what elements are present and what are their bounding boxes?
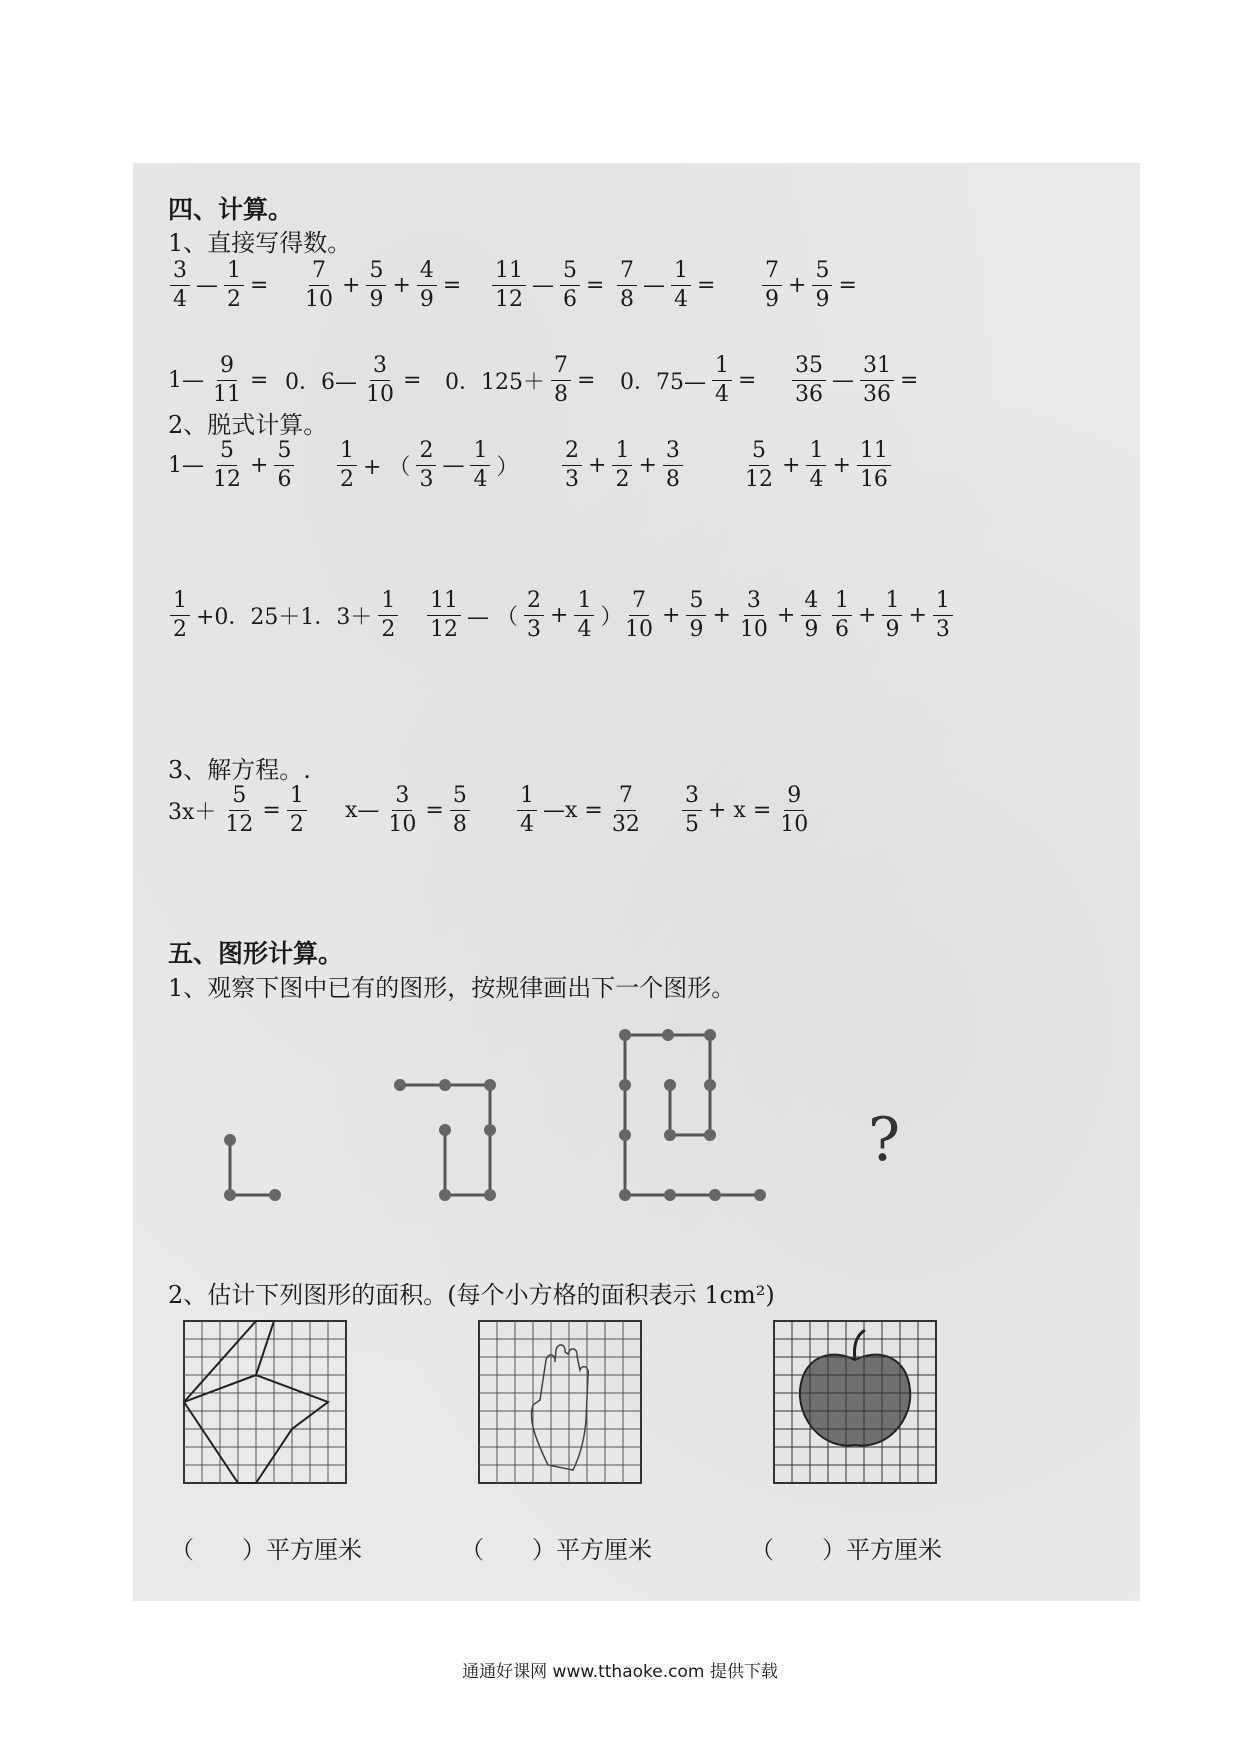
denominator: 36	[795, 381, 823, 407]
fraction	[366, 257, 386, 312]
numerator: 1	[712, 355, 732, 381]
fraction	[224, 257, 244, 312]
area-answer-1[interactable]: （ ）平方厘米	[170, 1536, 362, 1564]
operator: +	[782, 452, 801, 478]
numerator: 1	[287, 785, 307, 811]
area-grid-apple	[773, 1320, 938, 1485]
math-expression	[335, 435, 522, 495]
expression-prefix: 0．125＋	[445, 369, 545, 395]
expression-prefix: 3x＋	[168, 799, 217, 825]
dot-pattern-figures	[200, 1015, 920, 1215]
area-grid-polygon	[183, 1320, 348, 1485]
numerator: 7	[617, 260, 637, 286]
fraction	[686, 587, 706, 642]
operator: +	[662, 602, 681, 628]
pattern-question-title: 1、观察下图中已有的图形，按规律画出下一个图形。	[168, 974, 736, 1002]
denominator: 12	[430, 616, 458, 642]
fraction	[792, 352, 826, 407]
equals-sign: =	[403, 367, 422, 393]
numerator: 7	[551, 355, 571, 381]
denominator: 10	[739, 616, 768, 642]
fraction	[524, 587, 544, 642]
numerator: 1	[882, 590, 902, 616]
operator: +	[588, 452, 607, 478]
denominator: 8	[554, 381, 568, 407]
denominator: 10	[305, 286, 333, 312]
math-expression	[425, 585, 626, 645]
numerator: 2	[416, 440, 436, 466]
denominator: 4	[520, 811, 534, 837]
numerator: 1	[378, 590, 398, 616]
expression-prefix: 1—	[168, 367, 204, 393]
numerator: 7	[762, 260, 782, 286]
denominator: 8	[665, 466, 680, 492]
denominator: 9	[804, 616, 819, 642]
fraction	[801, 587, 821, 642]
area-answer-2[interactable]: （ ）平方厘米	[460, 1536, 652, 1564]
operator: +	[776, 602, 796, 628]
fraction	[812, 257, 832, 312]
denominator: 36	[863, 381, 891, 407]
fraction	[860, 352, 894, 407]
numerator: 9	[217, 355, 237, 381]
operator: —	[643, 272, 665, 298]
numerator: 11	[492, 260, 526, 286]
denominator: 9	[419, 286, 434, 312]
denominator: 16	[859, 466, 888, 492]
operator: — （	[467, 604, 518, 630]
operator: +	[392, 272, 411, 298]
numerator: 3	[170, 260, 190, 286]
fraction	[302, 257, 336, 312]
fraction	[222, 782, 256, 837]
operator: +	[342, 272, 361, 298]
denominator: 4	[577, 616, 592, 642]
operator: +	[638, 452, 657, 478]
numerator: 1	[517, 785, 537, 811]
denominator: 11	[213, 381, 241, 407]
denominator: 2	[615, 466, 630, 492]
fraction	[363, 352, 397, 407]
fraction	[777, 782, 811, 837]
fraction	[337, 437, 357, 492]
operator: +0．25＋1．3＋	[196, 604, 373, 630]
denominator: 10	[366, 381, 394, 407]
denominator: 8	[452, 811, 467, 837]
math-expression	[300, 255, 465, 315]
numerator: 5	[749, 440, 769, 466]
denominator: 8	[620, 286, 634, 312]
math-expression	[760, 255, 861, 315]
numerator: 31	[860, 355, 894, 381]
operator: —	[832, 367, 854, 393]
operator: +	[832, 452, 851, 478]
apple-shape	[800, 1355, 910, 1446]
numerator: 7	[616, 785, 636, 811]
numerator: 5	[366, 260, 386, 286]
denominator: 9	[765, 286, 779, 312]
numerator: 1	[671, 260, 691, 286]
math-expression	[615, 255, 719, 315]
operator: +	[858, 602, 877, 628]
fraction	[274, 437, 294, 492]
operator: +	[250, 452, 269, 478]
numerator: 3	[392, 785, 412, 811]
area-question-title: 2、估计下列图形的面积。(每个小方格的面积表示 1cm²)	[168, 1281, 775, 1309]
fraction	[832, 587, 852, 642]
denominator: 2	[227, 286, 241, 312]
math-expression	[285, 350, 425, 410]
numerator: 11	[427, 590, 461, 616]
math-expression	[168, 780, 309, 840]
fraction	[378, 587, 398, 642]
numerator: 5	[812, 260, 832, 286]
denominator: 4	[715, 381, 729, 407]
denominator: 2	[340, 466, 354, 492]
fraction	[742, 437, 776, 492]
pattern-figure-1	[230, 1140, 275, 1195]
denominator: 9	[815, 286, 830, 312]
expression-prefix: x—	[345, 797, 380, 823]
numerator: 1	[224, 260, 244, 286]
fraction	[663, 437, 683, 492]
numerator: 3	[682, 785, 702, 811]
math-expression	[168, 255, 272, 315]
expression-prefix: 0．6—	[285, 369, 357, 395]
math-expression	[515, 780, 645, 840]
area-answer-3[interactable]: （ ）平方厘米	[750, 1536, 942, 1564]
fraction	[427, 587, 461, 642]
part-1-title: 1、直接写得数。	[168, 229, 352, 257]
area-grid-hand	[478, 1320, 643, 1485]
numerator: 3	[370, 355, 390, 381]
operator: +	[712, 602, 731, 628]
fraction	[609, 782, 643, 837]
numerator: 4	[417, 260, 437, 286]
pattern-figure-3	[625, 1035, 760, 1195]
fraction	[762, 257, 782, 312]
fraction	[562, 437, 582, 492]
denominator: 4	[173, 286, 187, 312]
math-expression	[560, 435, 685, 495]
equals-sign: =	[738, 367, 757, 393]
math-expression	[168, 350, 272, 410]
denominator: 10	[388, 811, 417, 837]
expression-prefix: 0．75—	[620, 369, 706, 395]
numerator: 35	[792, 355, 826, 381]
fraction	[416, 437, 436, 492]
numerator: 1	[470, 440, 490, 466]
denominator: 10	[625, 616, 653, 642]
operator: + x =	[708, 797, 772, 823]
operator: —x =	[543, 797, 603, 823]
section-4-title: 四、计算。	[168, 195, 294, 224]
numerator: 1	[933, 590, 953, 616]
fraction	[882, 587, 902, 642]
operator: + （	[363, 454, 411, 480]
operator: =	[425, 797, 444, 823]
denominator: 6	[563, 286, 577, 312]
fraction	[170, 587, 190, 642]
part-3-title: 3、解方程。.	[168, 756, 311, 784]
numerator: 3	[744, 590, 764, 616]
math-expression	[790, 350, 922, 410]
math-expression	[620, 350, 760, 410]
footer-source: 通通好课网 www.tthaoke.com 提供下载	[462, 1662, 778, 1682]
denominator: 4	[674, 286, 688, 312]
denominator: 4	[809, 466, 824, 492]
numerator: 7	[309, 260, 329, 286]
section-5-title: 五、图形计算。	[168, 939, 344, 968]
numerator: 1	[832, 590, 852, 616]
numerator: 11	[857, 440, 891, 466]
next-figure-question-mark: ?	[868, 1105, 901, 1175]
numerator: 7	[629, 590, 649, 616]
denominator: 2	[289, 811, 304, 837]
hand-shape	[531, 1345, 588, 1470]
fraction	[712, 352, 732, 407]
denominator: 4	[473, 466, 488, 492]
numerator: 9	[784, 785, 804, 811]
numerator: 2	[524, 590, 544, 616]
fraction	[560, 257, 580, 312]
numerator: 3	[663, 440, 683, 466]
denominator: 6	[835, 616, 849, 642]
fraction	[806, 437, 826, 492]
numerator: 1	[170, 590, 190, 616]
fraction	[450, 782, 470, 837]
numerator: 5	[274, 440, 294, 466]
math-expression	[168, 585, 400, 645]
fraction	[551, 352, 571, 407]
fraction	[671, 257, 691, 312]
equals-sign: =	[250, 367, 269, 393]
operator: +	[788, 272, 807, 298]
numerator: 1	[612, 440, 632, 466]
equals-sign: =	[442, 272, 462, 298]
fraction	[492, 257, 526, 312]
denominator: 6	[277, 466, 292, 492]
denominator: 9	[369, 286, 384, 312]
fraction	[617, 257, 637, 312]
equals-sign: =	[586, 272, 605, 298]
fraction	[517, 782, 537, 837]
denominator: 12	[213, 466, 241, 492]
numerator: 5	[686, 590, 706, 616]
denominator: 5	[685, 811, 699, 837]
fraction	[170, 257, 190, 312]
math-expression	[620, 585, 823, 645]
denominator: 9	[689, 616, 704, 642]
equals-sign: =	[250, 272, 269, 298]
denominator: 9	[885, 616, 900, 642]
fraction	[210, 437, 244, 492]
numerator: 5	[217, 440, 237, 466]
denominator: 3	[419, 466, 434, 492]
operator: —	[442, 452, 465, 478]
numerator: 5	[560, 260, 580, 286]
fraction	[470, 437, 490, 492]
fraction	[417, 257, 437, 312]
math-expression	[445, 350, 599, 410]
operator: =	[262, 797, 281, 823]
numerator: 4	[801, 590, 821, 616]
fraction	[612, 437, 632, 492]
part-2-title: 2、脱式计算。	[168, 411, 328, 439]
equals-sign: =	[900, 367, 919, 393]
numerator: 5	[229, 785, 249, 811]
operator: —	[532, 272, 554, 298]
denominator: 10	[780, 811, 809, 837]
fraction	[210, 352, 244, 407]
operator: +	[550, 602, 569, 628]
math-expression	[830, 585, 955, 645]
denominator: 3	[935, 616, 950, 642]
fraction	[933, 587, 953, 642]
denominator: 3	[565, 466, 579, 492]
denominator: 32	[611, 811, 640, 837]
numerator: 1	[337, 440, 357, 466]
fraction	[385, 782, 419, 837]
operator: +	[908, 602, 927, 628]
denominator: 2	[173, 616, 187, 642]
operator: —	[196, 272, 218, 298]
fraction	[857, 437, 891, 492]
equals-sign: =	[697, 272, 716, 298]
fraction	[622, 587, 656, 642]
numerator: 1	[574, 590, 594, 616]
fraction	[682, 782, 702, 837]
denominator: 12	[745, 466, 773, 492]
math-expression	[740, 435, 893, 495]
denominator: 12	[225, 811, 254, 837]
math-expression	[168, 435, 296, 495]
denominator: 12	[495, 286, 523, 312]
fraction	[287, 782, 307, 837]
math-expression	[490, 255, 608, 315]
equals-sign: =	[577, 367, 596, 393]
math-expression	[345, 780, 472, 840]
operator: ）	[600, 604, 623, 630]
denominator: 2	[381, 616, 396, 642]
numerator: 1	[806, 440, 826, 466]
numerator: 5	[450, 785, 470, 811]
fraction	[574, 587, 594, 642]
expression-prefix: 1—	[168, 452, 204, 478]
math-expression	[680, 780, 813, 840]
numerator: 2	[562, 440, 582, 466]
denominator: 3	[527, 616, 541, 642]
operator: ）	[496, 454, 519, 480]
fraction	[737, 587, 771, 642]
equals-sign: =	[838, 272, 857, 298]
